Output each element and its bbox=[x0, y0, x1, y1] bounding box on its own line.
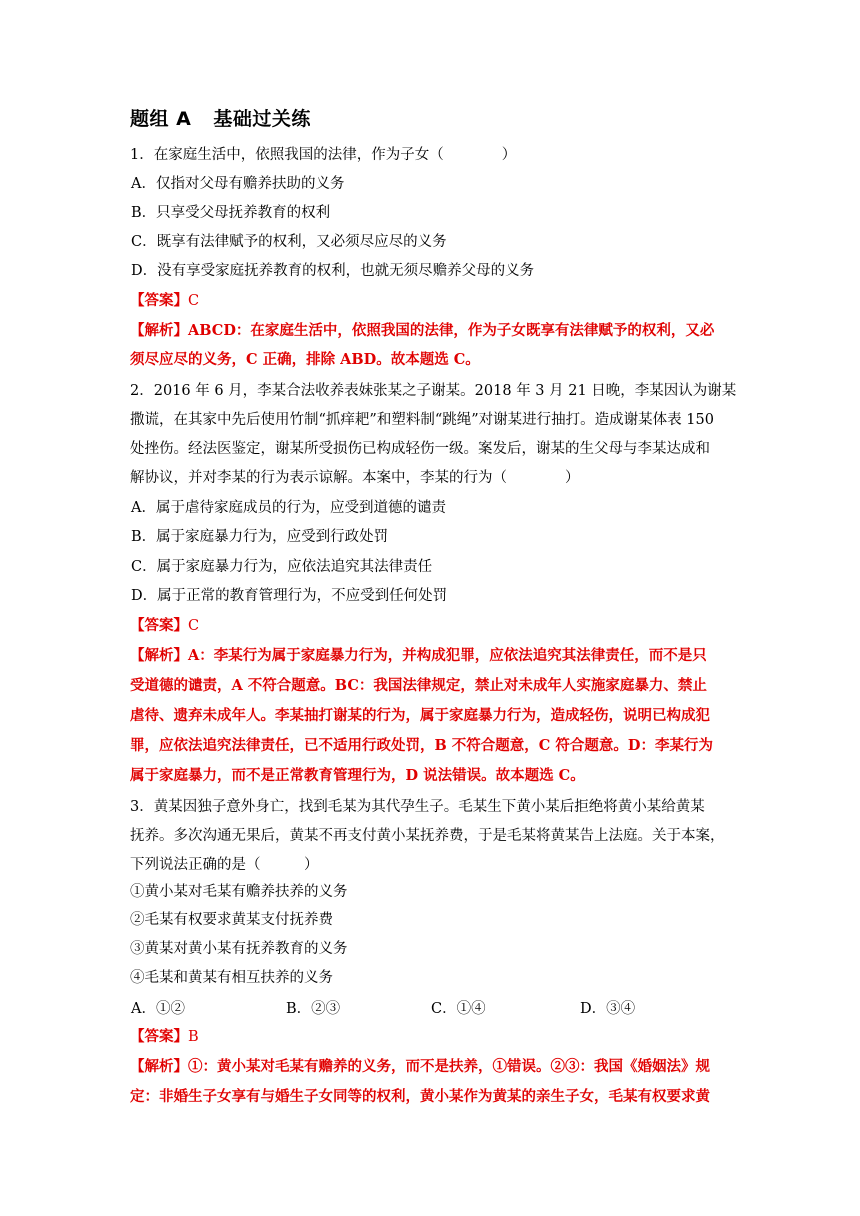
q1-analysis-line-2: 须尽应尽的义务，C 正确，排除 ABD。故本题选 C。 bbox=[130, 351, 480, 368]
q2-analysis-line-4: 罪，应依法追究法律责任，已不适用行政处罚，B 不符合题意，C 符合题意。D：李某行为 bbox=[130, 737, 713, 754]
q2-stem-line-2: 撒谎，在其家中先后使用竹制“抓痒耙”和塑料制“跳绳”对谢某进行抽打。造成谢某体表 150 bbox=[130, 412, 714, 428]
answer-value: C bbox=[188, 618, 200, 634]
q2-answer bbox=[130, 616, 199, 636]
analysis-label: 【解析】 bbox=[130, 1058, 188, 1075]
q1-analysis-line-1: 【解析】ABCD：在家庭生活中，依照我国的法律，作为子女既享有法律赋予的权利，又必 bbox=[130, 322, 715, 339]
q3-choice-d: D．③④ bbox=[580, 1001, 636, 1017]
q3-statement-4: ④毛某和黄某有相互扶养的义务 bbox=[130, 970, 333, 986]
q2-stem-line-3: 处挫伤。经法医鉴定，谢某所受损伤已构成轻伤一级。案发后，谢某的生父母与李某达成和 bbox=[130, 441, 710, 457]
analysis-label: 【解析】 bbox=[130, 647, 188, 664]
q3-choice-a: A．①② bbox=[131, 1001, 185, 1017]
q1-answer bbox=[130, 291, 199, 311]
analysis-label: 【解析】 bbox=[130, 322, 188, 339]
q3-statement-1: ①黄小某对毛某有赡养扶养的义务 bbox=[130, 884, 348, 900]
q3-statement-2: ②毛某有权要求黄某支付抚养费 bbox=[130, 912, 333, 928]
q3-choice-c: C．①④ bbox=[431, 1001, 486, 1017]
q1-option-d: D．没有享受家庭抚养教育的权利，也就无须尽赡养父母的义务 bbox=[131, 263, 535, 279]
q2-stem-line-1: 2．2016 年 6 月，李某合法收养表妹张某之子谢某。2018 年 3 月 21 日晚，李某因认为谢某 bbox=[130, 383, 737, 399]
q2-option-c: C．属于家庭暴力行为，应依法追究其法律责任 bbox=[131, 559, 433, 575]
q3-analysis-line-1: 【解析】①：黄小某对毛某有赡养的义务，而不是扶养，①错误。②③：我国《婚姻法》规 bbox=[130, 1058, 710, 1075]
q2-stem-line-4: 解协议，并对李某的行为表示谅解。本案中，李某的行为（ ） bbox=[130, 470, 580, 486]
q3-choice-b: B．②③ bbox=[286, 1001, 341, 1017]
q1-option-b: B．只享受父母抚养教育的权利 bbox=[131, 205, 331, 221]
q3-choices bbox=[130, 997, 730, 1017]
q2-analysis-line-1: 【解析】A：李某行为属于家庭暴力行为，并构成犯罪，应依法追究其法律责任，而不是只 bbox=[130, 647, 707, 664]
q3-answer bbox=[130, 1027, 199, 1047]
q1-stem: 1．在家庭生活中，依照我国的法律，作为子女（ ） bbox=[130, 147, 517, 163]
answer-label: 【答案】 bbox=[130, 1028, 188, 1045]
q1-option-c: C．既享有法律赋予的权利，又必须尽应尽的义务 bbox=[131, 234, 447, 250]
q2-analysis-line-2: 受道德的谴责，A 不符合题意。BC：我国法律规定，禁止对未成年人实施家庭暴力、禁止 bbox=[130, 677, 707, 694]
heading-group: 题组 A bbox=[130, 108, 192, 130]
heading-title: 基础过关练 bbox=[213, 108, 311, 130]
answer-value: B bbox=[188, 1029, 199, 1045]
answer-value: C bbox=[188, 293, 200, 309]
q1-option-a: A．仅指对父母有赡养扶助的义务 bbox=[131, 176, 345, 192]
q2-option-b: B．属于家庭暴力行为，应受到行政处罚 bbox=[131, 529, 389, 545]
q3-stem-line-1: 3．黄某因独子意外身亡，找到毛某为其代孕生子。毛某生下黄小某后拒绝将黄小某给黄某 bbox=[130, 799, 705, 815]
q2-option-d: D．属于正常的教育管理行为，不应受到任何处罚 bbox=[131, 588, 448, 604]
q3-statement-3: ③黄某对黄小某有抚养教育的义务 bbox=[130, 941, 348, 957]
q3-stem-line-2: 抚养。多次沟通无果后，黄某不再支付黄小某抚养费，于是毛某将黄某告上法庭。关于本案， bbox=[130, 828, 725, 844]
answer-label: 【答案】 bbox=[130, 292, 188, 309]
q3-analysis-line-2: 定：非婚生子女享有与婚生子女同等的权利，黄小某作为黄某的亲生子女，毛某有权要求黄 bbox=[130, 1088, 710, 1105]
q2-option-a: A．属于虐待家庭成员的行为，应受到道德的谴责 bbox=[131, 500, 446, 516]
q2-analysis-line-5: 属于家庭暴力，而不是正常教育管理行为，D 说法错误。故本题选 C。 bbox=[130, 767, 585, 784]
answer-label: 【答案】 bbox=[130, 617, 188, 634]
q2-analysis-line-3: 虐待、遗弃未成年人。李某抽打谢某的行为，属于家庭暴力行为，造成轻伤，说明已构成犯 bbox=[130, 707, 710, 724]
section-heading bbox=[130, 104, 311, 131]
q3-stem-line-3: 下列说法正确的是（ ） bbox=[130, 857, 319, 873]
